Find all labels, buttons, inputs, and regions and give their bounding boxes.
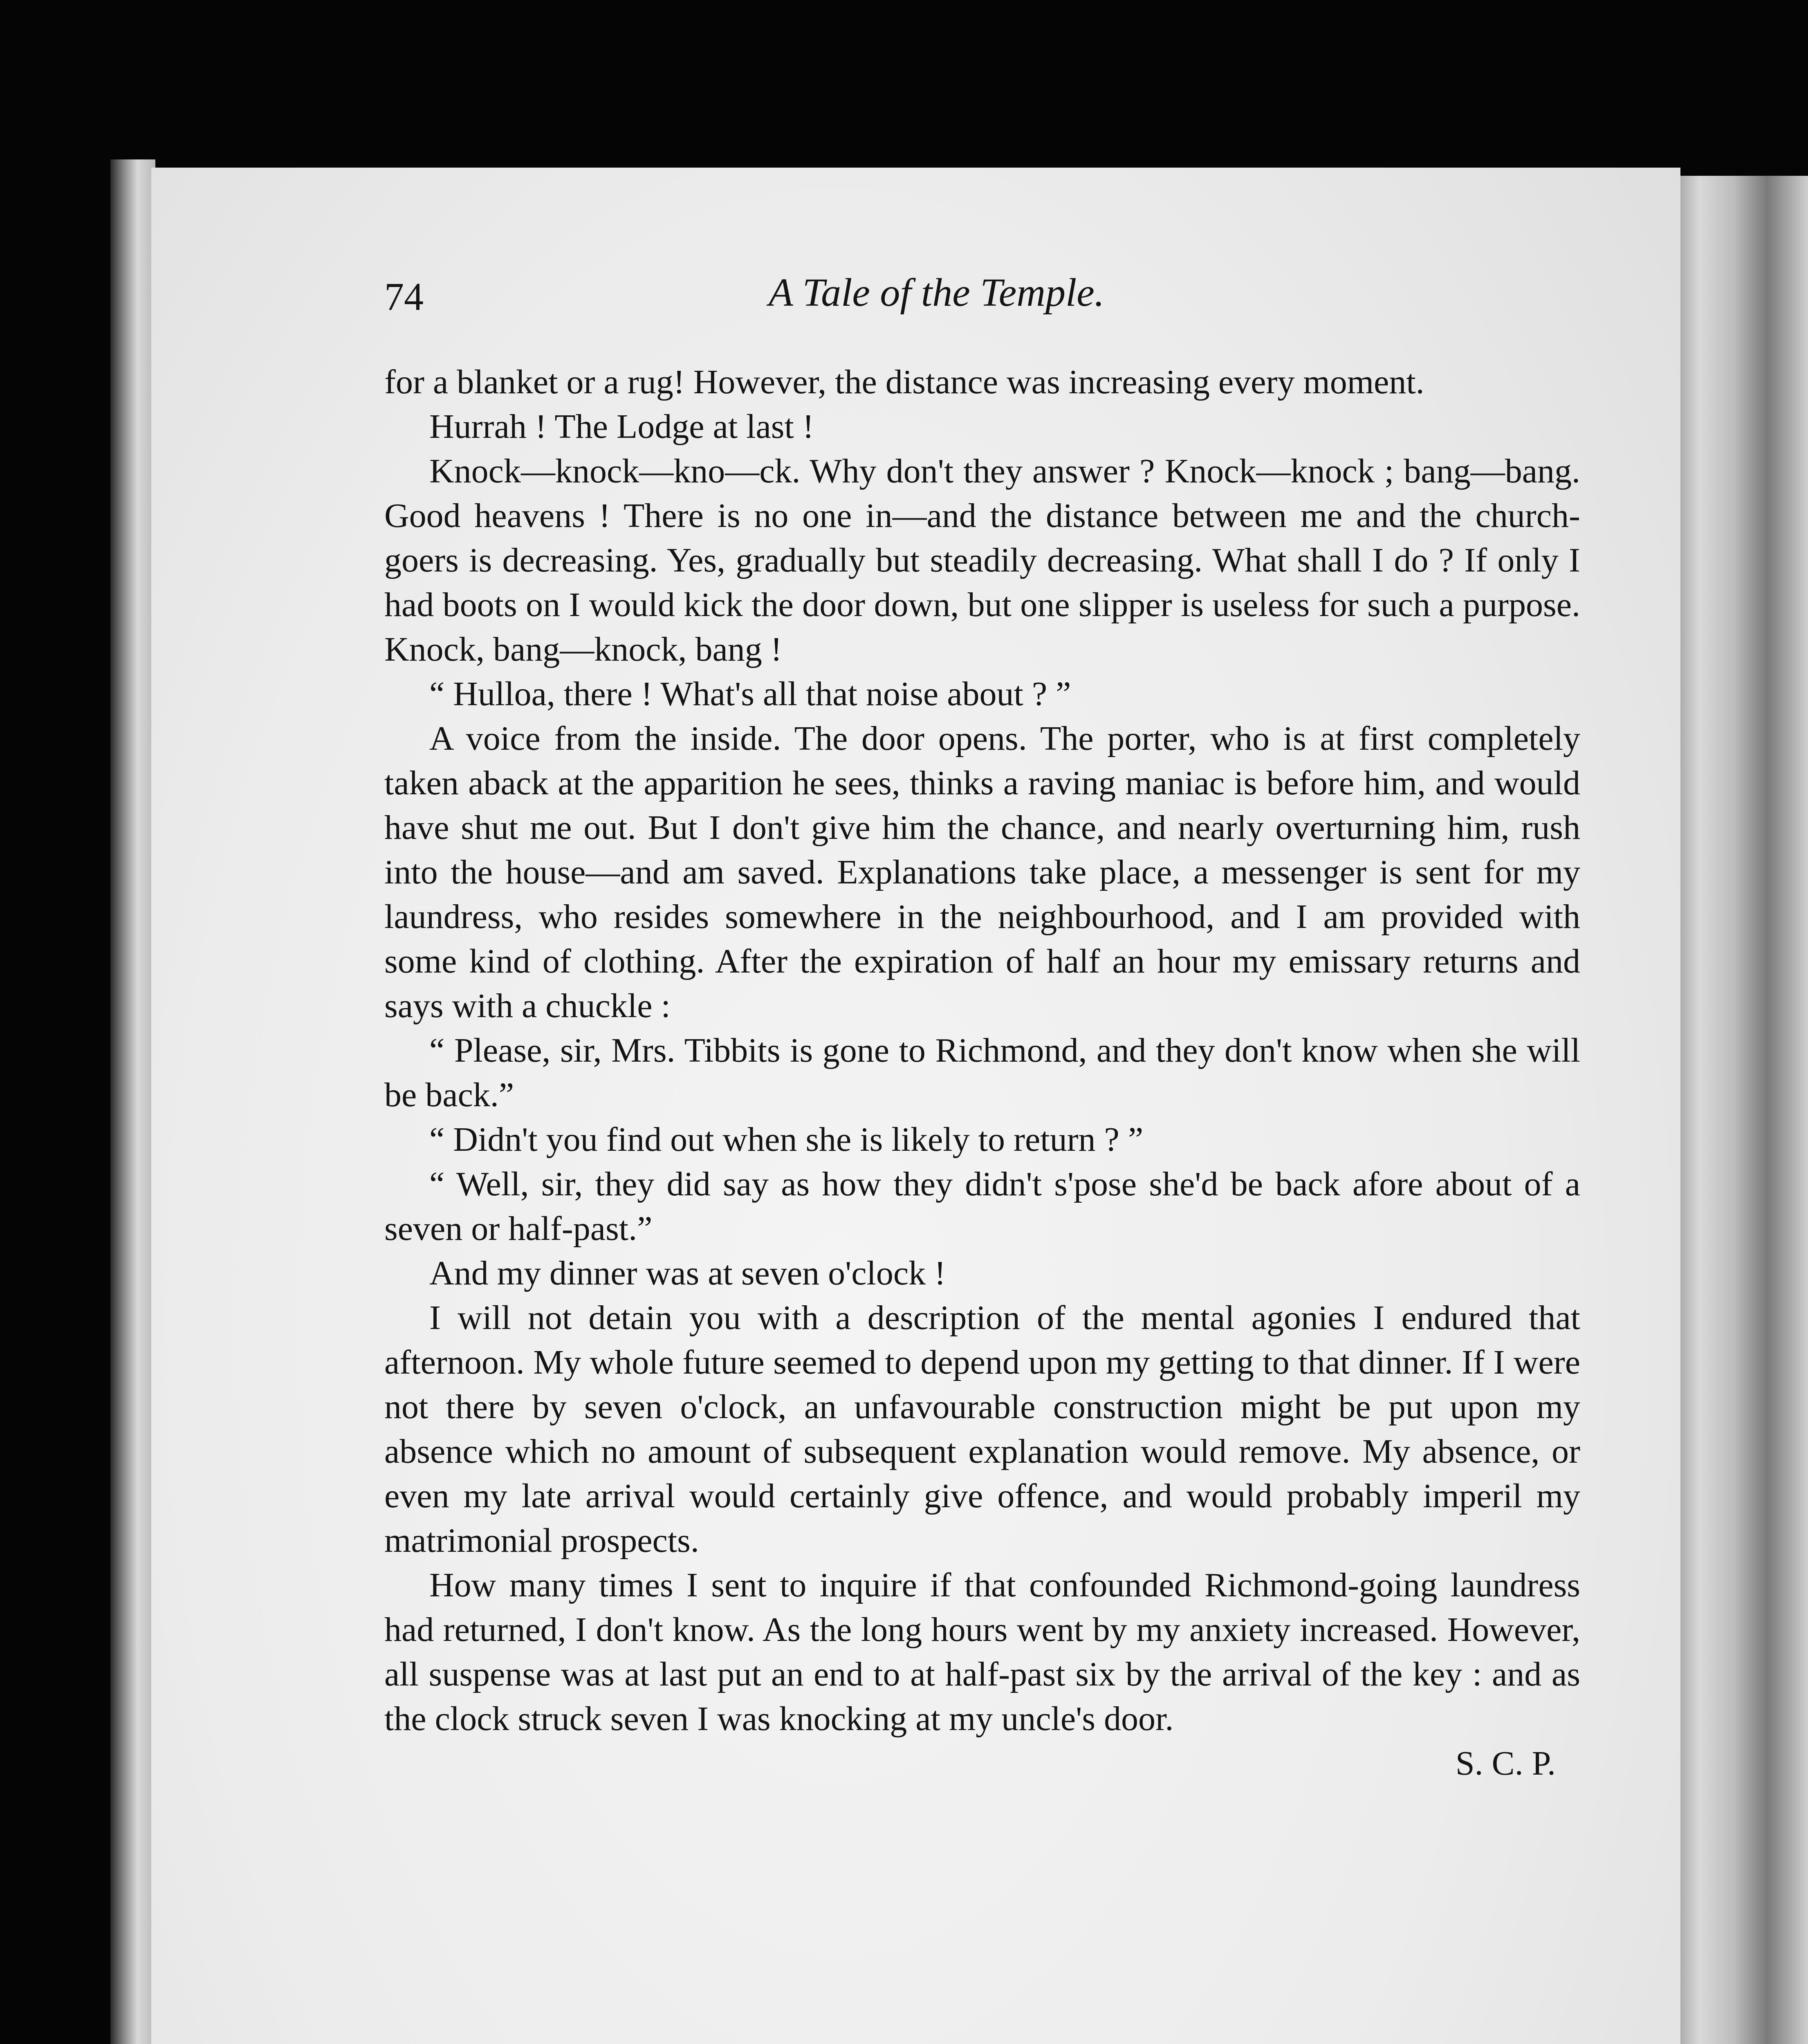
paragraph: Knock—knock—kno—ck. Why don't they answer ? Knock—knock ; bang—bang. Good heavens ! There is no one in—and the distance between me and the church-goers is decreasing. Yes, gradually but steadily decreasing. What shall I do ? If only I had boots on I would kick the door down, but one slipper is useless for such a purpose. Knock, bang—knock, bang ! [384, 452, 1580, 668]
author-signature: S. C. P. [1455, 1744, 1556, 1782]
paragraph: “ Well, sir, they did say as how they didn't s'pose she'd be back afore about of a seven or half-past.” [384, 1165, 1580, 1248]
paragraph: “ Hulloa, there ! What's all that noise about ? ” [429, 675, 1071, 713]
paragraph: And my dinner was at seven o'clock ! [429, 1254, 946, 1292]
paragraph: A voice from the inside. The door opens. The porter, who is at first completely taken aback at the apparition he sees, thinks a raving maniac is before him, and would have shut me out. But I don't give him the chance, and nearly overturning him, rush into the house—and am saved. Explanations take place, a messenger is sent for my laundress, who resides somewhere in the neighbourhood, and I am provided with some kind of clothing. After the expiration of half an hour my emissary returns and says with a chuckle : [384, 719, 1580, 1025]
running-head: A Tale of the Temple. [769, 271, 1105, 315]
paragraph: “ Please, sir, Mrs. Tibbits is gone to Richmond, and they don't know when she will be back.” [384, 1031, 1580, 1114]
paragraph: Hurrah ! The Lodge at last ! [429, 408, 814, 446]
book-edge-left [110, 159, 155, 2044]
paragraph: I will not detain you with a description of the mental agonies I endured that afternoon. My whole future seemed to depend upon my getting to that dinner. If I were not there by seven o'clock, an unfavourable construction might be put upon my absence which no amount of subsequent explanation would remove. My absence, or even my late arrival would certainly give offence, and would probably imperil my matrimonial prospects. [384, 1299, 1580, 1560]
book-edge-right [1672, 176, 1808, 2044]
page-number: 74 [384, 275, 424, 318]
paragraph: “ Didn't you find out when she is likely to return ? ” [429, 1121, 1144, 1159]
paragraph: for a blanket or a rug! However, the distance was increasing every moment. [384, 363, 1424, 401]
body-text [384, 360, 1580, 1786]
paragraph: How many times I sent to inquire if that confounded Richmond-going laundress had returned, I don't know. As the long hours went by my anxiety increased. However, all suspense was at last put an end to at half-past six by the arrival of the key : and as the clock struck seven I was knocking at my uncle's door. [384, 1566, 1580, 1738]
